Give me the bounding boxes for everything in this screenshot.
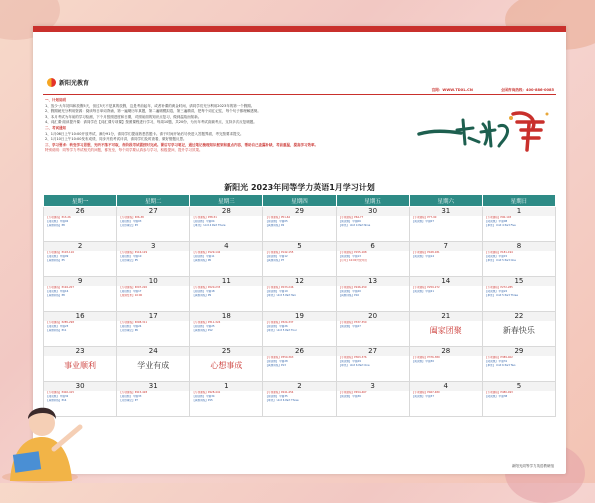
day-number: 23: [44, 347, 116, 356]
task-line: 【完形填空】P3: [119, 224, 138, 227]
weekday-header: 星期一: [44, 195, 117, 207]
plan-notes: [45, 98, 400, 154]
task-line: 【专项课程】P389-402: [484, 356, 513, 359]
task-line: 【真题训练】P8: [46, 224, 65, 227]
sun-logo-icon: [47, 78, 56, 87]
task-line: 【专项课程】P168-181: [411, 251, 440, 254]
task-line: 【真题训练】P5: [46, 259, 65, 262]
calendar-day-cell[interactable]: [263, 242, 336, 277]
calendar-day-cell[interactable]: [44, 312, 117, 347]
calendar-day-cell[interactable]: [44, 242, 117, 277]
task-line: 【真题训练】P10: [338, 294, 359, 297]
day-number: 27: [337, 347, 409, 356]
calendar-day-cell[interactable]: [190, 312, 263, 347]
day-number: 21: [410, 312, 482, 321]
day-number: 15: [483, 277, 555, 286]
task-line: 【阅读题】 中篇08: [484, 220, 508, 223]
task-line: 【阅读题】 中篇24: [119, 325, 142, 328]
task-line: 【专项课程】P90-103: [484, 216, 512, 219]
task-line: 【单选】 Unit 5 Part Three: [484, 294, 518, 297]
task-line: 【专项课程】P194-207: [46, 286, 74, 289]
task-line: 【专项课程】P363-376: [338, 356, 367, 359]
task-line: 【专项课程】P402-415: [46, 391, 74, 394]
task-line: 【月考】10:00开放考试: [338, 259, 367, 262]
task-line: 【专项课程】P26-38: [119, 216, 144, 219]
task-line: 【阅读题】 中篇38: [484, 395, 508, 398]
calendar-day-cell[interactable]: [409, 277, 482, 312]
task-line: 【专项课程】P311-324: [192, 321, 221, 324]
day-number: 2: [263, 382, 335, 391]
task-line: 【阅读题】 中篇03: [119, 220, 142, 223]
day-number: 14: [410, 277, 482, 286]
notes-line: 2、1月10日上午10:00发布成绩，同步开放考试评讲，请同学们及时查看，做好错题反思。: [45, 137, 187, 142]
calendar-day-cell[interactable]: [482, 312, 555, 347]
day-number: 11: [190, 277, 262, 286]
task-line: 【阅读题】 中篇02: [46, 220, 69, 223]
task-line: 【阅读题】 中篇20: [338, 290, 361, 293]
task-line: 【真题训练】P8: [46, 294, 65, 297]
task-line: 【专项课程】P350-363: [265, 356, 294, 359]
calendar-day-cell[interactable]: [263, 207, 336, 242]
task-line: 【单选】 Unit 6 Part Three: [265, 399, 299, 402]
day-number: 3: [117, 242, 189, 251]
day-number: 2: [44, 242, 116, 251]
task-line: 【专项课程】P337-350: [338, 321, 367, 324]
task-line: 【专项课程】P116-129: [119, 251, 148, 254]
task-line: 【单选】 Unit 4 Part There: [192, 224, 226, 227]
task-line: 【单选】 Unit 5 Part Four: [265, 329, 297, 332]
calendar-day-cell[interactable]: [263, 382, 336, 417]
task-line: 【单选】 Unit 6 Part Two: [484, 364, 516, 367]
notes-line: 1、1月06日上午10:00开放考试，满分91分，请同学们提前熟悉答题卡。请于时间开始后尽快进入答题界面，考完按要求提交。: [45, 131, 244, 136]
notes-line: 1、放少·大年初四和放假5天，但过5天不是真的放假，这是考前起年，或者补课的黄金时间，请同学们充分利用2023年的第一个假期。: [45, 103, 255, 108]
task-line: 【阅读题】 中篇10: [119, 255, 142, 258]
brand-logo: [47, 78, 89, 87]
calendar-day-cell[interactable]: [409, 242, 482, 277]
calendar-day-cell[interactable]: [409, 382, 482, 417]
task-line: 【真题训练】P11: [46, 329, 67, 332]
calendar-day-cell[interactable]: [482, 382, 555, 417]
calendar-day-cell[interactable]: [263, 277, 336, 312]
holiday-greeting: 心想事成: [210, 361, 243, 370]
task-line: 【专项课程】P298-311: [119, 321, 148, 324]
calendar-day-cell[interactable]: [263, 347, 336, 382]
contact-info: [432, 88, 554, 93]
task-line: 【阅读题】 中篇15: [484, 255, 508, 258]
calendar-day-cell[interactable]: [482, 242, 555, 277]
holiday-greeting: 阖家团聚: [429, 326, 462, 335]
weekday-header: 星期日: [482, 195, 555, 207]
calendar-day-cell[interactable]: [409, 207, 482, 242]
calendar-day-cell[interactable]: [117, 242, 190, 277]
calendar-day-cell[interactable]: [263, 312, 336, 347]
task-line: 【真题训练】P6: [192, 259, 212, 262]
weekday-header: 星期四: [263, 195, 336, 207]
task-line: 【阅读题】 中篇11: [192, 255, 215, 258]
student-illustration-icon: [0, 353, 90, 483]
task-line: 【阅读题】 中篇18: [192, 290, 215, 293]
task-line: 【阅读题】 中篇19: [265, 290, 288, 293]
notes-heading: 二、考试通知: [45, 125, 66, 130]
task-line: 【单选】 Unit 5 Part One: [484, 259, 516, 262]
calendar-day-cell[interactable]: [409, 312, 482, 347]
task-line: 【真题训练】P15: [192, 399, 213, 402]
task-line: 【阅读题】 中篇21: [411, 290, 434, 293]
notes-special: 特别说明：同等学力考试相关的问题，都发至，每个同学要认真参与学习，积极提问，提升学习效果。: [45, 148, 203, 153]
task-line: 【阅读题】 中篇16: [46, 290, 69, 293]
weekday-header-row: [44, 195, 556, 207]
day-number: 9: [44, 277, 116, 286]
task-line: 【阅读题】 中篇34: [192, 395, 215, 398]
task-line: 【阅读题】 中篇31: [484, 360, 508, 363]
footer-credit: 新阳光同等学力英语教研组: [512, 464, 554, 468]
task-line: 【阅读题】 中篇27: [338, 325, 361, 328]
task-line: 【完形填空】P7: [119, 399, 138, 402]
task-line: 【专项课程】P181-194: [484, 251, 513, 254]
brand-name: 新阳光教育: [59, 80, 90, 87]
notes-heading: 一、计划说明: [45, 98, 66, 102]
calendar-title: 新阳光 2023年同等学力英语1月学习计划: [224, 183, 375, 192]
task-line: 【阅读题】 中篇13: [338, 255, 361, 258]
calendar-week-row: [44, 242, 556, 277]
calendar-day-cell[interactable]: [190, 242, 263, 277]
day-number: 28: [410, 347, 482, 356]
task-line: 【阅读题】 中篇12: [265, 255, 288, 258]
calendar-week-row: [44, 207, 556, 242]
task-line: 【真题训练】P4: [265, 224, 285, 227]
calendar-day-cell[interactable]: [44, 207, 117, 242]
task-line: 【单选】 Unit 4 Part Nine: [338, 224, 371, 227]
task-line: 【真题训练】P12: [192, 329, 213, 332]
day-number: 1: [190, 382, 262, 391]
task-line: 【阅读题】 中篇33: [119, 395, 142, 398]
task-line: 【阅读题】 中篇17: [119, 290, 142, 293]
task-line: 【专项课程】P480-493: [484, 391, 513, 394]
task-line: 【专项课程】P38-51: [192, 216, 217, 219]
task-line: 【阅读题】 中篇14: [411, 255, 434, 258]
day-number: 22: [483, 312, 555, 321]
task-line: 【真题训练】P9: [192, 294, 212, 297]
day-number: 1: [483, 207, 555, 216]
task-line: 【专项课程】P233-246: [265, 286, 294, 289]
day-number: 19: [263, 312, 335, 321]
calendar-day-cell[interactable]: [117, 382, 190, 417]
task-line: 【专项课程】P285-298: [46, 321, 74, 324]
task-line: 【专项课程】P246-259: [338, 286, 367, 289]
day-number: 5: [483, 382, 555, 391]
weekday-header: 星期六: [409, 195, 482, 207]
calendar-day-cell[interactable]: [409, 347, 482, 382]
task-line: 【专项课程】P441-454: [265, 391, 294, 394]
task-line: 【阅读题】 中篇36: [338, 395, 361, 398]
weekday-header: 星期五: [336, 195, 409, 207]
day-number: 30: [337, 207, 409, 216]
task-line: 【阅读题】 中篇09: [46, 255, 69, 258]
calendar-day-cell[interactable]: [190, 277, 263, 312]
task-line: 【专项课程】P155-168: [338, 251, 367, 254]
day-number: 29: [263, 207, 335, 216]
task-line: 【阅读题】 中篇05: [265, 220, 288, 223]
task-line: 【专项课程】P103-116: [46, 251, 74, 254]
day-number: 31: [117, 382, 189, 391]
task-line: 【真题训练】P7: [265, 259, 285, 262]
calendar-week-row: [44, 347, 556, 382]
day-number: 25: [190, 347, 262, 356]
task-line: 【成绩发布】10:00: [119, 294, 143, 297]
notes-line: 4、词汇课·阅读提升课：请同学在【词汇课专项课】按照课程进行学习，每周10题，共20份，为历年考试高频考点，支持多次反复刷题。: [45, 120, 257, 125]
task-line: 【专项课程】P64-77: [338, 216, 364, 219]
calendar-day-cell[interactable]: [117, 347, 190, 382]
task-line: 【阅读题】 中篇07: [411, 220, 434, 223]
task-line: 【单选】 Unit 6 Part One: [338, 364, 370, 367]
day-number: 30: [44, 382, 116, 391]
calendar-day-cell[interactable]: [482, 277, 555, 312]
calendar-day-cell[interactable]: [336, 382, 409, 417]
task-line: 【单选】 Unit 4 Part Five: [484, 224, 516, 227]
task-line: 【完形填空】P6: [119, 329, 138, 332]
day-number: 31: [410, 207, 482, 216]
day-number: 17: [117, 312, 189, 321]
day-number: 24: [117, 347, 189, 356]
day-number: 28: [190, 207, 262, 216]
task-line: 【阅读题】 中篇06: [338, 220, 361, 223]
task-line: 【阅读题】 中篇04: [192, 220, 215, 223]
task-line: 【专项课程】P324-337: [265, 321, 294, 324]
task-line: 【阅读题】 中篇23: [46, 325, 69, 328]
calendar-day-cell[interactable]: [336, 312, 409, 347]
task-line: 【阅读题】 中篇26: [265, 325, 288, 328]
calendar-day-cell[interactable]: [117, 207, 190, 242]
calendar-week-row: [44, 277, 556, 312]
day-number: 7: [410, 242, 482, 251]
task-line: 【专项课程】P376-389: [411, 356, 440, 359]
weekday-header: 星期三: [190, 195, 263, 207]
task-line: 【专项课程】P259-272: [411, 286, 440, 289]
task-line: 【专项课程】P13-26: [46, 216, 71, 219]
calendar-day-cell[interactable]: [336, 207, 409, 242]
day-number: 27: [117, 207, 189, 216]
weekday-header: 星期二: [117, 195, 190, 207]
day-number: 13: [337, 277, 409, 286]
task-line: 【专项课程】P77-90: [411, 216, 437, 219]
task-line: 【阅读题】 中篇22: [484, 290, 508, 293]
task-line: 【专项课程】P272-285: [484, 286, 513, 289]
calendar-week-row: [44, 312, 556, 347]
calendar-day-cell[interactable]: [482, 347, 555, 382]
task-line: 【专项课程】P207-220: [119, 286, 148, 289]
calendar-day-cell[interactable]: [117, 277, 190, 312]
task-line: 【阅读题】 中篇32: [46, 395, 69, 398]
task-line: 【真题训练】P13: [265, 364, 286, 367]
calendar-day-cell[interactable]: [336, 277, 409, 312]
calendar-day-cell[interactable]: [336, 242, 409, 277]
day-number: 4: [190, 242, 262, 251]
notes-heading: 三、学习要求：转变学习思想，光听不练不可取，各阶段考试需按时完成。课后写学习笔记，通过笔记梳理知识框架和重点内容，帮助自己查漏补缺，考前重温，提高学习效率。: [45, 142, 318, 147]
task-line: 【专项课程】P51-64: [265, 216, 291, 219]
task-line: 【阅读题】 中篇30: [411, 360, 434, 363]
day-number: 4: [410, 382, 482, 391]
task-line: 【单选】 Unit 5 Part Two: [265, 294, 297, 297]
day-number: 18: [190, 312, 262, 321]
calendar-day-cell[interactable]: [336, 347, 409, 382]
calendar-day-cell[interactable]: [482, 207, 555, 242]
calendar-day-cell[interactable]: [190, 347, 263, 382]
holiday-greeting: 新春快乐: [502, 326, 535, 335]
task-line: 【专项课程】P220-233: [192, 286, 221, 289]
day-number: 3: [337, 382, 409, 391]
task-line: 【阅读题】 中篇29: [338, 360, 361, 363]
task-line: 【完形填空】P5: [119, 259, 138, 262]
day-number: 8: [483, 242, 555, 251]
divider: [43, 94, 556, 95]
calendar-day-cell[interactable]: [117, 312, 190, 347]
day-number: 26: [44, 207, 116, 216]
calendar-body: [44, 207, 556, 417]
calendar-day-cell[interactable]: [44, 277, 117, 312]
day-number: 6: [337, 242, 409, 251]
task-line: 【专项课程】P428-441: [192, 391, 221, 394]
task-line: 【阅读题】 中篇37: [411, 395, 434, 398]
day-number: 20: [337, 312, 409, 321]
task-line: 【阅读题】 中篇28: [265, 360, 288, 363]
brush-calligraphy-banner-icon: [413, 100, 553, 158]
holiday-greeting: 学业有成: [137, 361, 170, 370]
calendar-table: [43, 194, 556, 417]
day-number: 5: [263, 242, 335, 251]
calendar-day-cell[interactable]: [190, 382, 263, 417]
website-link[interactable]: 官网：WWW.TDXL.CN: [431, 88, 473, 92]
holiday-greeting: 事业顺利: [64, 361, 97, 370]
task-line: 【专项课程】P142-155: [265, 251, 294, 254]
day-number: 10: [117, 277, 189, 286]
top-red-bar: [33, 26, 566, 32]
notes-line: 2、假期就充分利用资源：阅读每日单词背诵，第一遍刷历年真题，第二遍刷模拟卷，第三遍精讲，把每个词汇记住，每个句子都理解透彻。: [45, 109, 261, 114]
task-line: 【真题训练】P14: [46, 399, 67, 402]
calendar-week-row: [44, 382, 556, 417]
day-number: 29: [483, 347, 555, 356]
task-line: 【专项课程】P454-467: [338, 391, 367, 394]
calendar-day-cell[interactable]: [190, 207, 263, 242]
task-line: 【专项课程】P129-142: [192, 251, 221, 254]
notes-line: 3、本月考试为年前的学习检测，下个月按照进度和日期，对照前面的知识点复习，做到温故而知新。: [45, 114, 202, 119]
hotline: 全国咨询热线：400-886-0085: [500, 88, 554, 92]
study-plan-sheet: [33, 26, 566, 474]
task-line: 【阅读题】 中篇25: [192, 325, 215, 328]
task-line: 【专项课程】P467-480: [411, 391, 440, 394]
task-line: 【阅读题】 中篇35: [265, 395, 288, 398]
day-number: 16: [44, 312, 116, 321]
day-number: 12: [263, 277, 335, 286]
task-line: 【专项课程】P415-428: [119, 391, 148, 394]
day-number: 26: [263, 347, 335, 356]
